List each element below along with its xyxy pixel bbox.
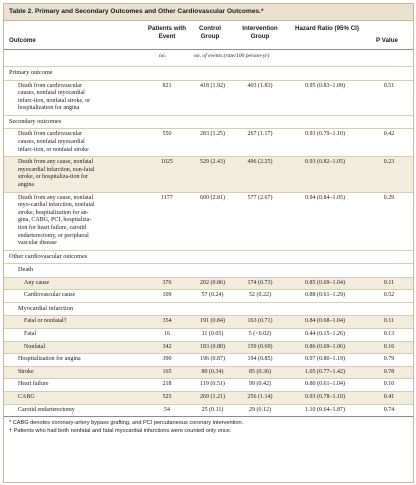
outcome-text: Cardiovascular cause [24,292,76,299]
control-events: 269 (1.21) [190,391,235,404]
outcome-row [4,290,413,303]
section-label: Primary outcome [4,67,413,81]
table-header [4,21,413,66]
p-value: 0.42 [365,129,413,157]
outcome-row [4,80,413,115]
patients-with-event: 109 [144,290,190,303]
intervention-events: 29 (0.12) [235,404,285,416]
section-row [4,302,413,316]
patients-with-event: 821 [144,80,190,115]
outcome-row [4,404,413,416]
header-patients-unit: no. [159,53,166,59]
outcome-row [4,129,413,157]
p-value: 0.51 [365,80,413,115]
patients-with-event: 390 [144,354,190,367]
p-value: 0.16 [365,341,413,354]
hazard-ratio: 0.44 (0.15–1.26) [285,328,365,341]
outcome-text: Death from cardiovascular causes, nonfatal myocardial infarc-tion, nonfatal stroke, or hospitalization for angina [18,82,91,112]
outcome-row [4,316,413,329]
section-row [4,264,413,278]
p-value: 0.41 [365,391,413,404]
control-events: 600 (2.81) [190,192,235,250]
footnotes [4,416,413,435]
outcome-text: Death from any cause, nonfatal myocardial infarction, non-fatal stroke, or hospitaliza-tion for angina [18,159,95,188]
hazard-ratio: 0.84 (0.68–1.04) [285,316,365,329]
outcome-text: Heart failure [18,381,49,388]
outcomes-table [4,66,413,416]
intervention-events: 52 (0.22) [235,290,285,303]
intervention-events: 85 (0.36) [235,366,285,379]
control-events: 25 (0.11) [190,404,235,416]
control-events: 418 (1.92) [190,80,235,115]
p-value: 0.79 [365,354,413,367]
outcome-text: Nonfatal [24,343,45,350]
hazard-ratio: 0.93 (0.82–1.05) [285,157,365,192]
control-events: 119 (0.51) [190,379,235,392]
intervention-events: 159 (0.69) [235,341,285,354]
intervention-events: 577 (2.67) [235,192,285,250]
section-label: Myocardial infarction [4,302,413,316]
outcome-label [4,316,144,329]
outcome-text: Any cause [24,279,50,286]
patients-with-event: 1025 [144,157,190,192]
outcome-label [4,157,144,192]
outcome-row [4,341,413,354]
hazard-ratio: 0.88 (0.61–1.29) [285,290,365,303]
control-events: 196 (0.87) [190,354,235,367]
outcome-row [4,157,413,192]
outcome-label [4,379,144,392]
hazard-ratio: 1.05 (0.77–1.42) [285,366,365,379]
outcome-label [4,328,144,341]
patients-with-event: 218 [144,379,190,392]
hazard-ratio: 0.97 (0.80–1.19) [285,354,365,367]
section-row [4,67,413,81]
section-row [4,250,413,264]
header-rule [4,49,413,50]
patients-with-event: 525 [144,391,190,404]
intervention-events: 163 (0.71) [235,316,285,329]
header-patients: Patients with Event [147,25,187,40]
table-frame [3,3,414,483]
section-label: Secondary outcomes [4,115,413,129]
p-value: 0.10 [365,379,413,392]
patients-with-event: 16 [144,328,190,341]
control-events: 80 (0.34) [190,366,235,379]
header-p-value: P Value [376,37,398,44]
outcome-row [4,379,413,392]
header-outcome: Outcome [9,37,36,44]
outcome-text: Death from cardiovascular causes, nonfatal myocardial infarc-tion, or nonfatal stroke [18,131,89,153]
outcome-row [4,366,413,379]
outcome-label [4,80,144,115]
control-events: 529 (2.43) [190,157,235,192]
control-events: 183 (0.80) [190,341,235,354]
outcome-label [4,277,144,290]
patients-with-event: 342 [144,341,190,354]
outcome-row [4,192,413,250]
p-value: 0.74 [365,404,413,416]
p-value: 0.52 [365,290,413,303]
intervention-events: 5 (<0.02) [235,328,285,341]
header-hazard-ratio: Hazard Ratio (95% CI) [295,25,359,32]
outcome-text: Hospitalization for angina [18,356,81,363]
table-title: Table 2. Primary and Secondary Outcomes and Other Cardiovascular Outcomes.* [4,4,413,21]
hazard-ratio: 0.94 (0.84–1.05) [285,192,365,250]
control-events: 202 (0.86) [190,277,235,290]
outcome-text: Fatal or nonfatal† [24,318,67,325]
outcome-row [4,328,413,341]
header-intervention: Intervention Group [242,25,278,40]
outcome-label [4,366,144,379]
outcome-text: CABG [18,393,35,400]
p-value: 0.23 [365,157,413,192]
control-events: 11 (0.05) [190,328,235,341]
outcome-row [4,354,413,367]
section-label: Other cardiovascular outcomes [4,250,413,264]
outcome-label [4,129,144,157]
hazard-ratio: 1.10 (0.64–1.87) [285,404,365,416]
patients-with-event: 550 [144,129,190,157]
footnote-mi: † Patients who had both nonfatal and fatal myocardial infarctions were counted only once. [9,427,232,434]
outcome-label [4,354,144,367]
control-events: 57 (0.24) [190,290,235,303]
intervention-events: 99 (0.42) [235,379,285,392]
outcome-label [4,341,144,354]
p-value: 0.11 [365,277,413,290]
hazard-ratio: 0.93 (0.79–1.10) [285,129,365,157]
outcome-text: Carotid endarterectomy [18,406,75,413]
intervention-events: 194 (0.85) [235,354,285,367]
patients-with-event: 165 [144,366,190,379]
hazard-ratio: 0.93 (0.78–1.10) [285,391,365,404]
patients-with-event: 54 [144,404,190,416]
control-events: 191 (0.84) [190,316,235,329]
hazard-ratio: 0.95 (0.83–1.09) [285,80,365,115]
header-group-unit: no. of events (rate/100 person-yr) [194,53,270,59]
p-value: 0.11 [365,316,413,329]
outcome-label [4,404,144,416]
p-value: 0.29 [365,192,413,250]
control-events: 283 (1.25) [190,129,235,157]
intervention-events: 403 (1.83) [235,80,285,115]
patients-with-event: 354 [144,316,190,329]
outcome-row [4,391,413,404]
patients-with-event: 376 [144,277,190,290]
p-value: 0.13 [365,328,413,341]
outcome-text: Death from any cause, nonfatal myo-cardial infarction, nonfatal stroke, hospitalization for an-gina, CABG, PCI, hospitaliza-tion for heart failure, carotid endarterectomy, or peripheral vascular disease [18,194,95,247]
outcome-label [4,290,144,303]
outcome-row [4,277,413,290]
section-row [4,115,413,129]
hazard-ratio: 0.86 (0.69–1.06) [285,341,365,354]
outcome-text: Fatal [24,330,36,337]
hazard-ratio: 0.80 (0.61–1.04) [285,379,365,392]
intervention-events: 496 (2.25) [235,157,285,192]
p-value: 0.78 [365,366,413,379]
footnote-abbreviations: * CABG denotes coronary-artery bypass grafting, and PCI percutaneous coronary intervention. [9,420,244,427]
outcome-label [4,391,144,404]
section-label: Death [4,264,413,278]
hazard-ratio: 0.85 (0.69–1.04) [285,277,365,290]
intervention-events: 267 (1.17) [235,129,285,157]
outcome-label [4,192,144,250]
intervention-events: 256 (1.14) [235,391,285,404]
intervention-events: 174 (0.73) [235,277,285,290]
outcome-text: Stroke [18,368,34,375]
header-control: Control Group [199,25,221,40]
patients-with-event: 1177 [144,192,190,250]
